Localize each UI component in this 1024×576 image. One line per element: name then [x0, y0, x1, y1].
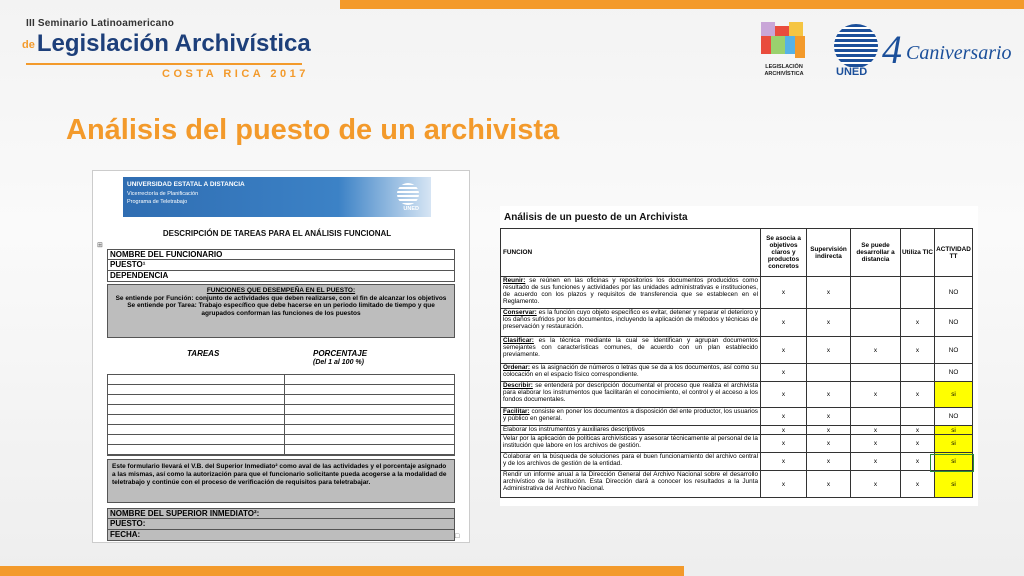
row-function-text	[501, 426, 761, 435]
row-keyword: Clasificar:	[503, 337, 534, 344]
logo-line1: III Seminario Latinoamericano	[26, 18, 175, 29]
logo-line3: COSTA RICA 2017	[162, 68, 309, 80]
row-keyword: Facilitar:	[503, 408, 530, 415]
functions-def2: Se entiende por Tarea: Trabajo específico que debe hacerse en un periodo limitado de tiempo y que agrupados conforman las funciones de los puestos	[127, 302, 435, 317]
field-sign-puesto: PUESTO:	[107, 519, 455, 530]
header-objetivos: Se asocia a objetivos claros y productos concretos	[761, 229, 807, 277]
analysis-row	[501, 309, 973, 337]
selected-cell-outline	[930, 454, 974, 472]
legislacion-logo	[755, 22, 813, 84]
row-criterion-c3: x	[851, 435, 901, 453]
row-criterion-c4: x	[901, 471, 935, 498]
row-actividad-tt: si	[935, 453, 973, 471]
logo-divider	[26, 63, 302, 65]
row-actividad-tt: si	[935, 382, 973, 408]
row-keyword: Conservar:	[503, 309, 537, 316]
row-description: es la asignación de números o letras que se da a los documentos, así como su colocación en el espacio físico correspondiente.	[503, 364, 758, 378]
tasks-grid	[107, 374, 455, 456]
row-criterion-c3: x	[851, 453, 901, 471]
row-criterion-c2: x	[807, 337, 851, 364]
row-function-text	[501, 435, 761, 453]
row-description: es la técnica mediante la cual se identifican y agrupan documentos semejantes con características comunes, de acuerdo con un plan establecido previamente.	[503, 337, 758, 358]
anniversary-number: 4	[882, 27, 902, 72]
row-description: Rendir un informe anual a la Dirección General del Archivo Nacional sobre el desarrollo archivístico de la institución. Esta Dirección dará a conocer los resultados a la Junta Administrativa del Archivo Nacional.	[503, 471, 758, 492]
row-criterion-c4: x	[901, 337, 935, 364]
row-criterion-c1: x	[761, 337, 807, 364]
col-tareas: TAREAS	[187, 349, 220, 358]
analysis-title: Análisis de un puesto de un Archivista	[504, 212, 688, 223]
col-porcentaje: PORCENTAJE	[313, 349, 368, 358]
analysis-row	[501, 277, 973, 309]
seminar-logo	[22, 16, 312, 88]
field-puesto: PUESTO¹	[107, 260, 455, 271]
row-criterion-c3: x	[851, 337, 901, 364]
uned-globe-icon	[834, 24, 878, 68]
row-keyword: Ordenar:	[503, 364, 530, 371]
banner-institution: UNIVERSIDAD ESTATAL A DISTANCIA	[127, 181, 245, 188]
row-criterion-c2	[807, 364, 851, 382]
row-criterion-c1: x	[761, 408, 807, 426]
uned-anniversary-logo	[834, 24, 1012, 80]
field-nombre: NOMBRE DEL FUNCIONARIO	[107, 249, 455, 260]
row-criterion-c1: x	[761, 382, 807, 408]
row-criterion-c3: x	[851, 426, 901, 435]
row-function-text	[501, 309, 761, 337]
col-porcentaje-note: (Del 1 al 100 %)	[313, 359, 364, 366]
analysis-row	[501, 435, 973, 453]
analysis-row	[501, 382, 973, 408]
banner-logo-text: UNED	[403, 206, 419, 212]
analysis-row	[501, 364, 973, 382]
form-heading: DESCRIPCIÓN DE TAREAS PARA EL ANÁLISIS FUNCIONAL	[162, 229, 392, 238]
form-fields	[107, 249, 455, 282]
row-criterion-c1: x	[761, 364, 807, 382]
analysis-header-row	[501, 229, 973, 277]
row-criterion-c3: x	[851, 471, 901, 498]
row-criterion-c4	[901, 277, 935, 309]
analysis-row	[501, 453, 973, 471]
row-criterion-c4: x	[901, 435, 935, 453]
row-criterion-c3	[851, 309, 901, 337]
row-actividad-tt: NO	[935, 309, 973, 337]
logo-prefix: de	[22, 38, 35, 51]
row-criterion-c4	[901, 408, 935, 426]
row-criterion-c4: x	[901, 453, 935, 471]
legislacion-blocks-icon	[761, 22, 807, 58]
row-criterion-c1: x	[761, 309, 807, 337]
bottom-accent-bar	[0, 566, 684, 576]
header-supervision: Supervisión indirecta	[807, 229, 851, 277]
form-banner	[123, 177, 431, 217]
uned-label: UNED	[836, 66, 868, 78]
row-description: consiste en poner los documentos a disposición del ente productor, los usuarios y público en general.	[503, 408, 758, 422]
row-function-text	[501, 337, 761, 364]
field-superior: NOMBRE DEL SUPERIOR INMEDIATO²:	[107, 508, 455, 519]
row-actividad-tt: NO	[935, 364, 973, 382]
header-distancia: Se puede desarrollar a distancia	[851, 229, 901, 277]
row-function-text	[501, 277, 761, 309]
row-actividad-tt: si	[935, 426, 973, 435]
banner-dept1: Vicerrectoría de Planificación	[127, 191, 199, 197]
analysis-row	[501, 337, 973, 364]
row-criterion-c1: x	[761, 426, 807, 435]
row-criterion-c4: x	[901, 309, 935, 337]
analysis-row	[501, 408, 973, 426]
analysis-table	[500, 228, 973, 498]
row-actividad-tt: si	[935, 471, 973, 498]
row-criterion-c2: x	[807, 408, 851, 426]
banner-dept2: Programa de Teletrabajo	[127, 199, 188, 205]
row-function-text	[501, 364, 761, 382]
functions-def1: Se entiende por Función: conjunto de actividades que deben realizarse, con el fin de alcanzar los objetivos	[115, 294, 447, 302]
row-criterion-c4	[901, 364, 935, 382]
logo-line2	[22, 30, 311, 58]
row-criterion-c3	[851, 408, 901, 426]
row-criterion-c3	[851, 277, 901, 309]
banner-uned-icon	[397, 183, 419, 205]
row-actividad-tt: si	[935, 435, 973, 453]
anniversary-word: Caniversario	[906, 42, 1012, 64]
row-description: se reúnen en las oficinas y repositorios los documentos producidos como resultado de sus funciones y actividades por las unidades administrativas e instituciones, de acuerdo con los plazos y requisitos de transferencia que se establecen en el Reglamento.	[503, 277, 758, 305]
row-criterion-c3	[851, 364, 901, 382]
row-criterion-c2: x	[807, 435, 851, 453]
signature-fields	[107, 508, 455, 541]
row-criterion-c2: x	[807, 471, 851, 498]
row-criterion-c1: x	[761, 453, 807, 471]
resize-handle-icon: □	[455, 533, 460, 540]
row-criterion-c3: x	[851, 382, 901, 408]
row-description: es la función cuyo objeto específico es evitar, detener y reparar el deterioro y los daños sufridos por los documentos, incluyendo la aplicación de métodos y técnicas de preservación y restauración.	[503, 309, 758, 330]
form-note: Este formulario llevará el V.B. del Superior Inmediato² como aval de las actividades y el porcentaje asignado a las mismas, así como la autorización para que el funcionario solicitante pueda acogerse a la modalidad de teletrabajo y continúe con el proceso de verificación de requisitos para teletrabajar.	[107, 459, 455, 503]
row-function-text	[501, 382, 761, 408]
row-criterion-c2: x	[807, 309, 851, 337]
row-function-text	[501, 471, 761, 498]
row-criterion-c1: x	[761, 435, 807, 453]
functions-box	[107, 284, 455, 338]
analysis-table-panel	[500, 206, 978, 506]
top-accent-bar	[340, 0, 1024, 9]
row-criterion-c1: x	[761, 277, 807, 309]
row-criterion-c4: x	[901, 426, 935, 435]
row-actividad-tt: NO	[935, 277, 973, 309]
row-criterion-c2: x	[807, 382, 851, 408]
functions-title: FUNCIONES QUE DESEMPEÑA EN EL PUESTO:	[206, 287, 356, 294]
header-funcion: FUNCION	[501, 229, 761, 277]
task-description-form	[92, 170, 470, 543]
field-dependencia: DEPENDENCIA	[107, 271, 455, 282]
legislacion-caption: LEGISLACIÓN ARCHIVÍSTICA	[764, 64, 804, 77]
row-function-text	[501, 408, 761, 426]
row-criterion-c2: x	[807, 453, 851, 471]
row-function-text	[501, 453, 761, 471]
slide-title: Análisis del puesto de un archivista	[66, 114, 560, 146]
logo-main-text: Legislación Archivística	[36, 30, 311, 57]
row-keyword: Reunir:	[503, 277, 526, 284]
row-actividad-tt: NO	[935, 408, 973, 426]
analysis-row	[501, 471, 973, 498]
row-criterion-c4: x	[901, 382, 935, 408]
row-criterion-c2: x	[807, 426, 851, 435]
tasks-header	[107, 345, 455, 375]
header-tic: Utiliza TIC	[901, 229, 935, 277]
analysis-row	[501, 426, 973, 435]
row-description: Colaborar en la búsqueda de soluciones para el buen funcionamiento del archivo central y de los archivos de gestión de la entidad.	[503, 453, 758, 467]
move-handle-icon: ⊞	[97, 242, 103, 249]
row-description: Velar por la aplicación de políticas archivísticas y asesorar técnicamente al personal de la institución que labore en los archivos de gestión.	[503, 435, 758, 449]
row-criterion-c1: x	[761, 471, 807, 498]
row-description: se entenderá por descripción documental el proceso que realiza el archivista para elaborar los instrumentos que facilitarán el conocimiento, el control y el acceso a los fondos documentales.	[503, 382, 758, 403]
row-keyword: Describir:	[503, 382, 533, 389]
row-description: Elaborar los instrumentos y auxiliares descriptivos	[503, 426, 645, 433]
field-fecha: FECHA:	[107, 530, 455, 541]
row-criterion-c2: x	[807, 277, 851, 309]
row-actividad-tt: NO	[935, 337, 973, 364]
header-actividad-tt: ACTIVIDAD TT	[935, 229, 973, 277]
